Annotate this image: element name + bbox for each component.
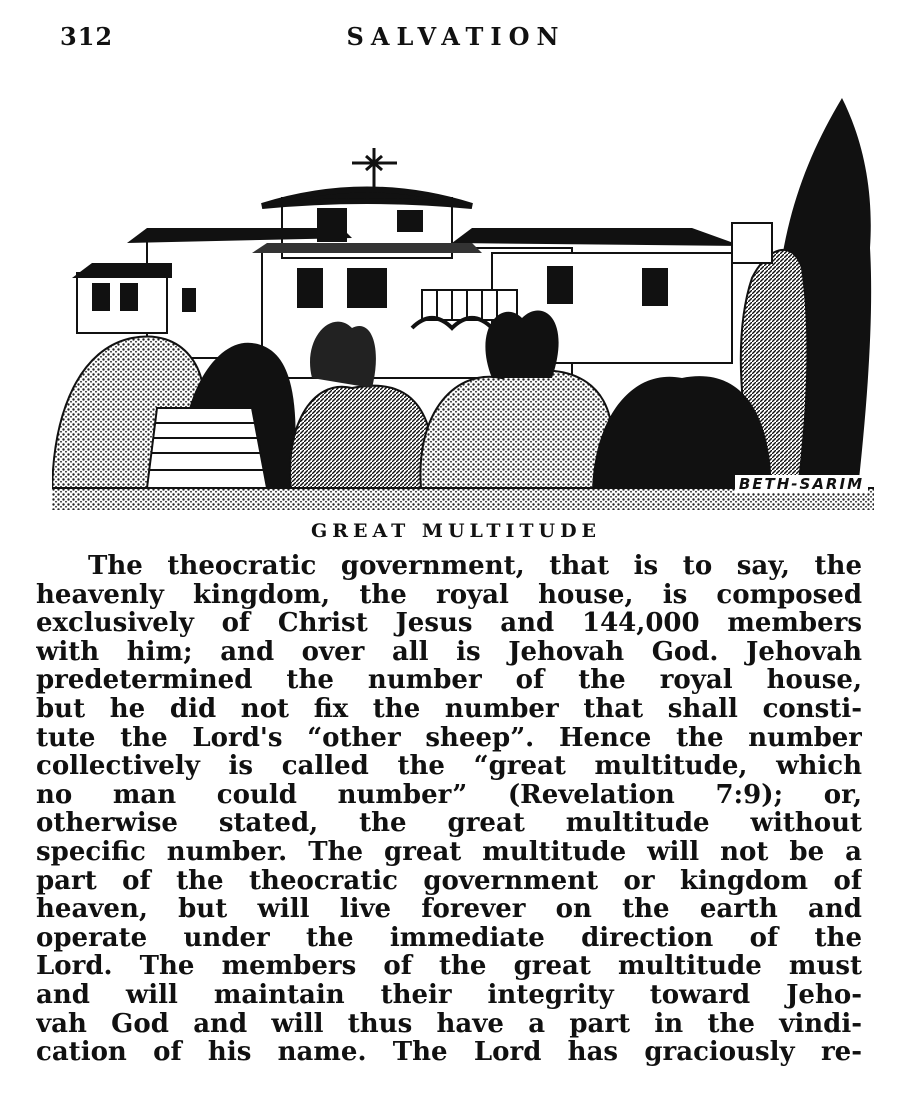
text-line: heaven, but will live forever on the earth and xyxy=(36,895,862,924)
text-line: with him; and over all is Jehovah God. Jehovah xyxy=(36,637,862,667)
page-number: 312 xyxy=(60,22,114,51)
text-line: Lord. The members of the great multitude must xyxy=(36,952,862,981)
tower-roof xyxy=(262,190,472,207)
text-line: heavenly kingdom, the royal house, is composed xyxy=(36,580,862,610)
roof-right xyxy=(452,228,742,246)
text-line: collectively is called the “great multitude, which xyxy=(36,752,862,781)
illustration-caption: BETH-SARIM xyxy=(735,475,868,493)
text-line: tute the Lord's “other sheep”. Hence the number xyxy=(36,723,862,753)
stairs xyxy=(147,408,267,488)
house-illustration xyxy=(52,78,874,510)
text-line: cation of his name. The Lord has graciously re- xyxy=(36,1038,862,1067)
text-line: The theocratic government, that is to say, the xyxy=(88,552,862,581)
text-line: predetermined the number of the royal house, xyxy=(36,666,862,695)
text-line: but he did not fix the number that shall consti- xyxy=(36,694,862,724)
text-line: otherwise stated, the great multitude without xyxy=(36,809,862,838)
text-line: operate under the immediate direction of the xyxy=(36,923,862,953)
text-line: and will maintain their integrity toward Jeho- xyxy=(36,980,862,1010)
weathervane xyxy=(352,148,397,188)
running-head: SALVATION xyxy=(346,22,566,51)
text-line: exclusively of Christ Jesus and 144,000 members xyxy=(36,609,862,638)
section-heading: GREAT MULTITUDE xyxy=(310,520,602,542)
text-line: specific number. The great multitude will not be a xyxy=(36,837,862,867)
text-line: vah God and will thus have a part in the vindi- xyxy=(36,1009,862,1039)
text-line: no man could number” (Revelation 7:9); or, xyxy=(36,780,862,810)
text-line: part of the theocratic government or kingdom of xyxy=(36,866,862,896)
body-paragraph xyxy=(36,552,862,1067)
